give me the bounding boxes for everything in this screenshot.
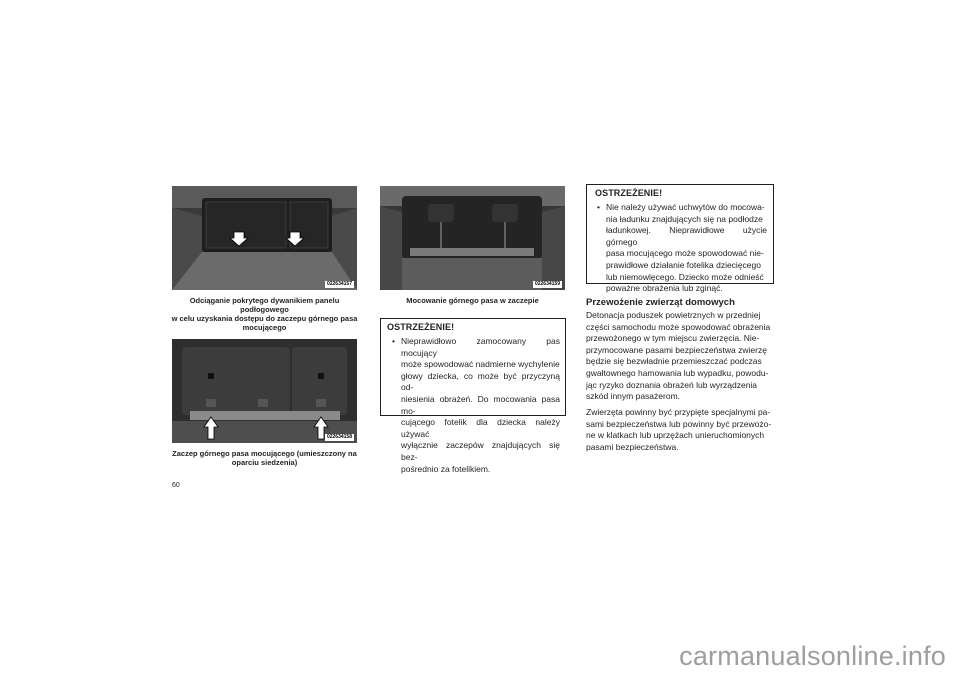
section-heading: Przewożenie zwierząt domowych: [586, 297, 735, 308]
paragraph: Zwierzęta powinny być przypięte specjalnymi pa- sami bezpieczeństwa lub powinny być przewożo- ne w klatkach lub uprzężach unieruchomionych pasami bezpieczeństwa.: [586, 407, 772, 452]
figure-caption: Mocowanie górnego pasa w zaczepie: [406, 296, 539, 305]
figure-caption: Odciąganie pokrytego dywanikiem panelu podłogowego w celu uzyskania dostępu do zaczepu górnego pasa mocującego: [171, 296, 358, 332]
paragraph: Detonacja poduszek powietrznych w przedniej części samochodu może spowodować obrażenia przewożonego w tym miejscu zwierzęcia. Nie- przymocowane pasami bezpieczeństwa zwierzę będzie się bezwładnie przemieszczać podczas gwałtownego hamowania lub wypadku, powodu- jąc ryzyko doznania obrażeń lub wyrządzenia szkód innym pasażerom.: [586, 310, 771, 402]
tether-illustration: [380, 186, 565, 290]
arrow-up-icon: [172, 339, 357, 443]
warning-box: [586, 184, 774, 294]
photo-tether-anchor-seatback: [172, 339, 357, 443]
bullet-icon: •: [392, 336, 395, 346]
warning-title: OSTRZEŻENIE!: [387, 322, 455, 332]
warning-text: • Nieprawidłowo zamocowany pas mocujący może spowodować nadmierne wychylenie głowy dziecka, co może być przyczyną od- niesienia obrażeń. Do mocowania pasa mo- cującego fotelik dla dziecka należy używać wyłącznie zaczepów znajdujących się bez- pośrednio za fotelikiem.: [392, 336, 560, 474]
figure-caption: Zaczep górnego pasa mocującego (umieszczony na oparciu siedzenia): [172, 449, 357, 467]
figure-code: 022634158: [326, 434, 352, 440]
photo-cargo-floor-panel: [172, 186, 357, 290]
warning-title: OSTRZEŻENIE!: [595, 188, 663, 198]
arrow-down-icon: [172, 186, 357, 290]
bullet-icon: •: [597, 202, 600, 212]
watermark-text[interactable]: carmanualsonline.info: [679, 641, 946, 671]
figure-code: 022634159: [534, 281, 560, 287]
warning-text: • Nie należy używać uchwytów do mocowa- nia ładunku znajdujących się na podłodze ładunkowej. Nieprawidłowe użycie górnego pasa mocującego może spowodować nie- prawidłowe działanie fotelika dziecięcego lub niemowlęcego. Dziecko może odnieść poważne obrażenia lub zginąć.: [597, 202, 767, 294]
photo-tether-attached: [380, 186, 565, 290]
page-number: 60: [172, 482, 180, 489]
warning-box: [380, 318, 566, 474]
figure-code: 022634157: [326, 281, 352, 287]
